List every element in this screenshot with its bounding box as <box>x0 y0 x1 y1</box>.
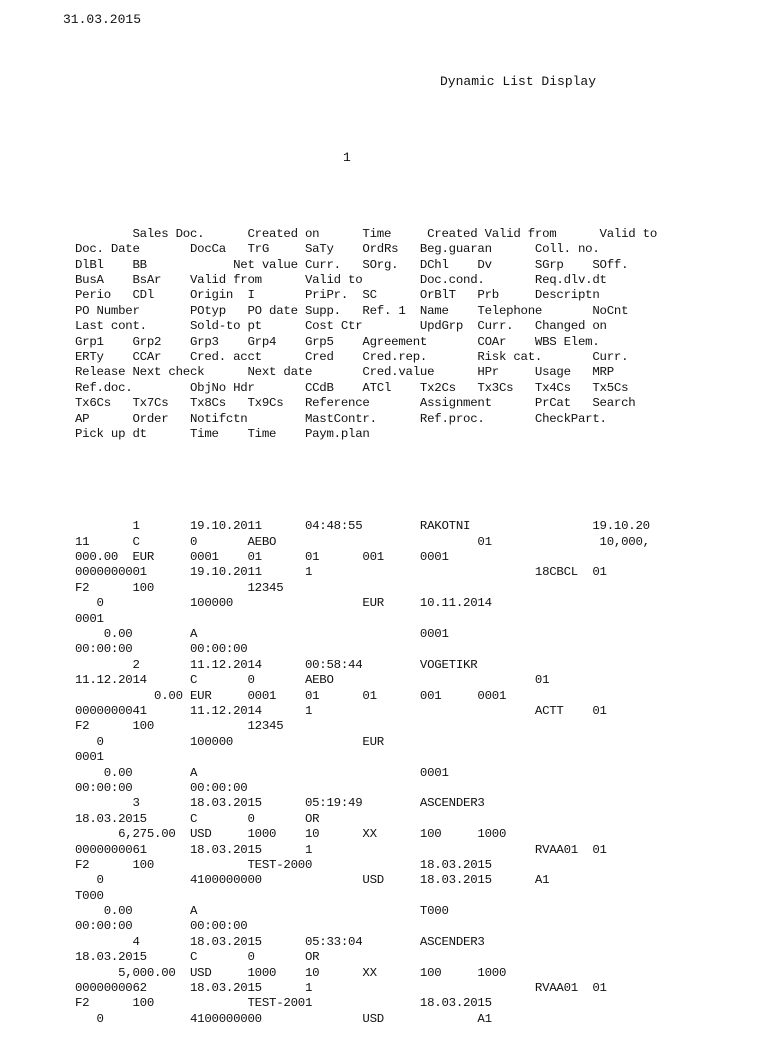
record-line: 00:00:00 00:00:00 <box>75 780 248 795</box>
field-header-line: Perio CDl Origin I PriPr. SC OrBlT Prb Descriptn <box>75 288 600 303</box>
list-display <box>75 196 755 1058</box>
record-line: 000.00 EUR 0001 01 01 001 0001 <box>75 550 449 565</box>
field-header-line: Ref.doc. ObjNo Hdr CCdB ATCl Tx2Cs Tx3Cs Tx4Cs Tx5Cs <box>75 380 629 395</box>
field-header-line: AP Order Notifctn MastContr. Ref.proc. CheckPart. <box>75 411 607 426</box>
report-date: 31.03.2015 <box>63 12 142 27</box>
record-line: 0000000062 18.03.2015 1 RVAA01 01 <box>75 981 607 996</box>
field-header-line: Sales Doc. Created on Time Created Valid from Valid to <box>75 226 658 241</box>
field-header-line: Last cont. Sold-to pt Cost Ctr UpdGrp Curr. Changed on <box>75 319 607 334</box>
field-header-line: Grp1 Grp2 Grp3 Grp4 Grp5 Agreement COAr WBS Elem. <box>75 334 600 349</box>
record-line: 11 C 0 AEBO 01 10,000, <box>75 534 650 549</box>
field-header-line: ERTy CCAr Cred. acct Cred Cred.rep. Risk cat. Curr. <box>75 349 629 364</box>
field-header-line: PO Number POtyp PO date Supp. Ref. 1 Name Telephone NoCnt <box>75 303 629 318</box>
record-line: F2 100 12345 <box>75 580 284 595</box>
record-line: 0001 <box>75 611 104 626</box>
record-line: 0000000041 11.12.2014 1 ACTT 01 <box>75 703 607 718</box>
record-line: 6,275.00 USD 1000 10 XX 100 1000 <box>75 827 507 842</box>
field-header-block <box>75 227 755 442</box>
spacer-line <box>75 473 755 488</box>
page-number: 1 <box>343 150 351 165</box>
record-line: 0 4100000000 USD A1 <box>75 1011 492 1026</box>
field-header-line: BusA BsAr Valid from Valid to Doc.cond. Req.dlv.dt <box>75 272 607 287</box>
record-line: T000 <box>75 888 104 903</box>
record-line: 4 18.03.2015 05:33:04 ASCENDER3 <box>75 934 485 949</box>
field-header-line: DlBl BB Net value Curr. SOrg. DChl Dv SGrp SOff. <box>75 257 629 272</box>
record-line: 0 100000 EUR <box>75 734 384 749</box>
field-header-line: Release Next check Next date Cred.value HPr Usage MRP <box>75 365 614 380</box>
field-header-line: Pick up dt Time Time Paym.plan <box>75 426 370 441</box>
record-line: 0.00 A T000 <box>75 904 449 919</box>
record-line: 00:00:00 00:00:00 <box>75 919 248 934</box>
field-header-line: Tx6Cs Tx7Cs Tx8Cs Tx9Cs Reference Assignment PrCat Search <box>75 396 636 411</box>
record-line: F2 100 12345 <box>75 719 284 734</box>
record-line: 0.00 A 0001 <box>75 627 449 642</box>
record-line: 0.00 A 0001 <box>75 765 449 780</box>
record-line: 0 100000 EUR 10.11.2014 <box>75 596 492 611</box>
record-line: 00:00:00 00:00:00 <box>75 642 248 657</box>
record-line: 0000000001 19.10.2011 1 18CBCL 01 <box>75 565 607 580</box>
record-line: 0 4100000000 USD 18.03.2015 A1 <box>75 873 550 888</box>
record-line: 5,000.00 USD 1000 10 XX 100 1000 <box>75 965 507 980</box>
record-line: 18.03.2015 C 0 OR <box>75 811 320 826</box>
record-line: 18.03.2015 C 0 OR <box>75 950 320 965</box>
records-block <box>75 519 755 1027</box>
page-title: Dynamic List Display <box>440 74 597 89</box>
record-line: 2 11.12.2014 00:58:44 VOGETIKR <box>75 657 478 672</box>
record-line: 1 19.10.2011 04:48:55 RAKOTNI 19.10.20 <box>75 519 650 534</box>
record-line: 0001 <box>75 750 104 765</box>
record-line: F2 100 TEST-2001 18.03.2015 <box>75 996 492 1011</box>
record-line: 11.12.2014 C 0 AEBO 01 <box>75 673 550 688</box>
record-line: 3 18.03.2015 05:19:49 ASCENDER3 <box>75 796 485 811</box>
field-header-line: Doc. Date DocCa TrG SaTy OrdRs Beg.guaran Coll. no. <box>75 242 600 257</box>
record-line: 0000000061 18.03.2015 1 RVAA01 01 <box>75 842 607 857</box>
record-line: 0.00 EUR 0001 01 01 001 0001 <box>75 688 507 703</box>
record-line: F2 100 TEST-2000 18.03.2015 <box>75 857 492 872</box>
